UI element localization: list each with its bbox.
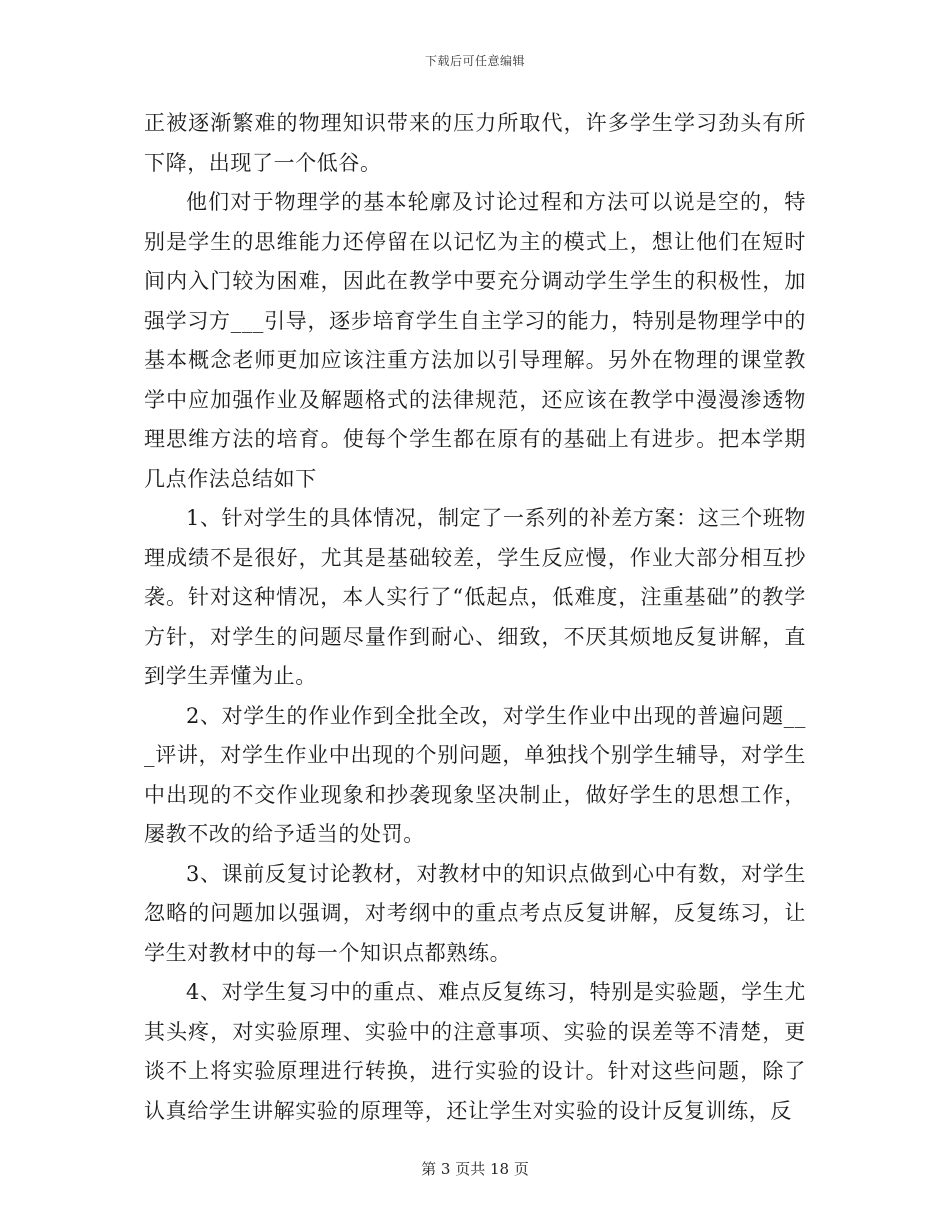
paragraph-item-4: 4、对学生复习中的重点、难点反复练习，特别是实验题，学生尤其头疼，对实验原理、实验中的注意事项、实验的误差等不清楚，更谈不上将实验原理进行转换，进行实验的设计。针对这些问题，除了认真给学生讲解实验的原理等，还让学生对实验的设计反复训练，反 bbox=[144, 980, 806, 1123]
paragraph-item-1: 1、针对学生的具体情况，制定了一系列的补差方案：这三个班物理成绩不是很好，尤其是基础较差，学生反应慢，作业大部分相互抄袭。针对这种情况，本人实行了“低起点，低难度，注重基础”的教学方针，对学生的问题尽量作到耐心、细致，不厌其烦地反复讲解，直到学生弄懂为止。 bbox=[144, 506, 806, 688]
page-header: 下载后可任意编辑 bbox=[424, 54, 525, 68]
page-footer: 第 3 页共 18 页 bbox=[421, 1160, 529, 1178]
paragraph-continuation: 正被逐渐繁难的物理知识带来的压力所取代，许多学生学习劲头有所下降，出现了一个低谷。 bbox=[144, 111, 806, 175]
paragraph-item-3: 3、课前反复讨论教材，对教材中的知识点做到心中有数，对学生忽略的问题加以强调，对考纲中的重点考点反复讲解，反复练习，让学生对教材中的每一个知识点都熟练。 bbox=[144, 861, 806, 965]
document-body bbox=[144, 104, 806, 1131]
paragraph-intro: 他们对于物理学的基本轮廓及讨论过程和方法可以说是空的，特别是学生的思维能力还停留在以记忆为主的模式上，想让他们在短时间内入门较为困难，因此在教学中要充分调动学生学生的积极性，加强学习方___引导，逐步培育学生自主学习的能力，特别是物理学中的基本概念老师更加应该注重方法加以引导理解。另外在物理的课堂教学中应加强作业及解题格式的法律规范，还应该在教学中漫漫渗透物理思维方法的培育。使每个学生都在原有的基础上有进步。把本学期几点作法总结如下 bbox=[144, 190, 806, 491]
paragraph-item-2: 2、对学生的作业作到全批全改，对学生作业中出现的普遍问题___评讲，对学生作业中出现的个别问题，单独找个别学生辅导，对学生中出现的不交作业现象和抄袭现象坚决制止，做好学生的思想工作，屡教不改的给予适当的处罚。 bbox=[144, 703, 806, 846]
